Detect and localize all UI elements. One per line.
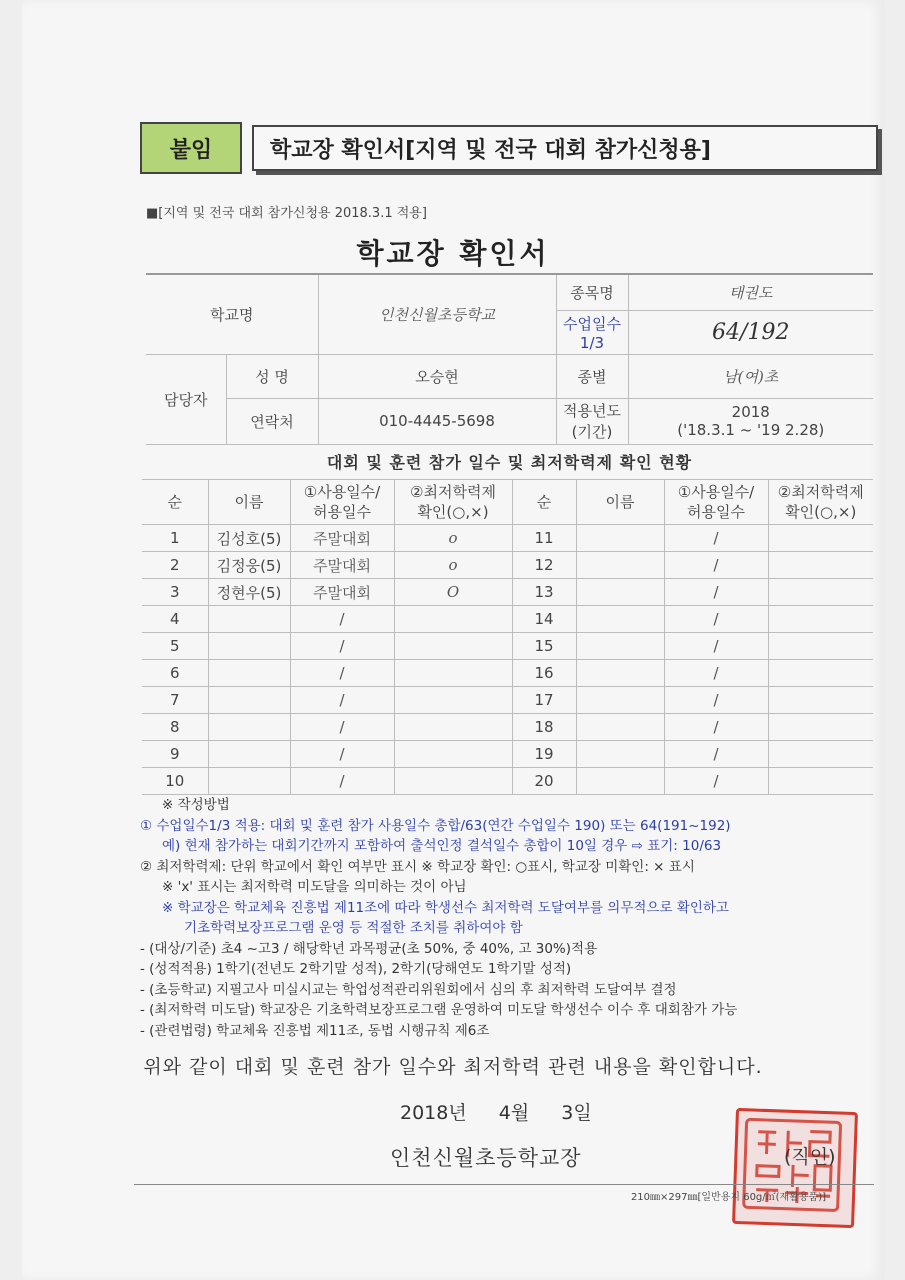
col-days: ①사용일수/ 허용일수 <box>664 480 768 525</box>
used-days: / <box>664 552 768 579</box>
student-name <box>208 660 290 687</box>
instruction-line: 기초학력보장프로그램 운영 등 적절한 조치를 취하여야 함 <box>184 920 523 936</box>
school-days-value: 64/192 <box>628 310 873 354</box>
used-days: / <box>290 660 394 687</box>
used-days: / <box>664 579 768 606</box>
footer-rule <box>134 1184 874 1185</box>
used-days: / <box>290 687 394 714</box>
student-name <box>576 633 664 660</box>
date-day: 3일 <box>561 1102 592 1124</box>
min-score-check <box>768 768 873 795</box>
row-number: 16 <box>512 660 576 687</box>
gender-label: 종별 <box>556 354 628 398</box>
student-name <box>576 579 664 606</box>
student-name: 정현우(5) <box>208 579 290 606</box>
instructions-heading: ※ 작성방법 <box>162 797 230 813</box>
used-days: / <box>664 525 768 552</box>
sport-value: 태권도 <box>628 274 873 310</box>
manager-name: 오승현 <box>318 354 556 398</box>
row-number: 18 <box>512 714 576 741</box>
student-name <box>576 714 664 741</box>
min-score-check <box>768 714 873 741</box>
document-title: 학교장 확인서 <box>356 237 550 270</box>
student-name <box>208 768 290 795</box>
min-score-check <box>394 660 512 687</box>
row-number: 1 <box>142 525 208 552</box>
student-name <box>576 606 664 633</box>
used-days: / <box>664 606 768 633</box>
min-score-check <box>394 606 512 633</box>
instruction-line: 예) 현재 참가하는 대회기간까지 포함하여 출석인정 결석일수 총합이 10일 경우 ⇨ 표기: 10/63 <box>162 838 722 854</box>
row-number: 7 <box>142 687 208 714</box>
col-check: ②최저학력제 확인(○,×) <box>768 480 873 525</box>
row-number: 13 <box>512 579 576 606</box>
name-label: 성 명 <box>226 354 318 398</box>
row-number: 2 <box>142 552 208 579</box>
row-number: 11 <box>512 525 576 552</box>
col-no: 순 <box>142 480 208 525</box>
instruction-line: ② 최저학력제: 단위 학교에서 확인 여부만 표시 ※ 학교장 확인: ○표시, 학교장 미확인: × 표시 <box>140 858 695 875</box>
used-days: 주말대회 <box>290 579 394 606</box>
confirm-text: 위와 같이 대회 및 훈련 참가 일수와 최저학력 관련 내용을 확인합니다. <box>143 1056 763 1078</box>
used-days: / <box>290 714 394 741</box>
instruction-line: ※ 학교장은 학교체육 진흥법 제11조에 따라 학생선수 최저학력 도달여부를 의무적으로 확인하고 <box>162 899 729 916</box>
used-days: / <box>664 714 768 741</box>
student-name <box>208 687 290 714</box>
student-name <box>208 606 290 633</box>
date-year: 2018년 <box>400 1102 467 1124</box>
row-number: 12 <box>512 552 576 579</box>
student-name <box>576 525 664 552</box>
min-score-check <box>768 552 873 579</box>
table-row <box>142 552 873 579</box>
roster-header-row <box>142 480 873 525</box>
student-name <box>208 714 290 741</box>
footer-note: 210㎜×297㎜[일반용지 60g/㎡(재활용품)] <box>630 1192 826 1203</box>
col-no: 순 <box>512 480 576 525</box>
min-score-check <box>394 687 512 714</box>
row-number: 10 <box>142 768 208 795</box>
table-row <box>142 525 873 552</box>
col-name: 이름 <box>208 480 290 525</box>
min-score-check <box>768 633 873 660</box>
instruction-line: ※ 'x' 표시는 최저학력 미도달을 의미하는 것이 아님 <box>162 879 467 895</box>
col-days: ①사용일수/ 허용일수 <box>290 480 394 525</box>
instruction-line: - (성적적용) 1학기(전년도 2학기말 성적), 2학기(당해연도 1학기말 성적) <box>140 961 572 977</box>
roster-table <box>142 479 873 795</box>
min-score-check: O <box>394 579 512 606</box>
year-value: 2018 ('18.3.1 ~ '19 2.28) <box>628 398 873 444</box>
table-row <box>142 687 873 714</box>
used-days: / <box>290 633 394 660</box>
instructions <box>140 795 900 1041</box>
school-name: 인천신월초등학교 <box>318 274 556 354</box>
row-number: 6 <box>142 660 208 687</box>
row-number: 4 <box>142 606 208 633</box>
attachment-title: 학교장 확인서[지역 및 전국 대회 참가신청용] <box>252 125 878 171</box>
table-row <box>142 660 873 687</box>
min-score-check: o <box>394 525 512 552</box>
min-score-check <box>768 687 873 714</box>
instruction-line: - (최저학력 미도달) 학교장은 기초학력보장프로그램 운영하여 미도달 학생선수 이수 후 대회참가 가능 <box>140 1002 738 1018</box>
table-row <box>142 714 873 741</box>
table-row <box>142 633 873 660</box>
contact-label: 연락처 <box>226 398 318 444</box>
used-days: / <box>664 768 768 795</box>
used-days: / <box>664 687 768 714</box>
min-score-check <box>394 714 512 741</box>
student-name: 김정웅(5) <box>208 552 290 579</box>
sport-label: 종목명 <box>556 274 628 310</box>
table-row <box>142 768 873 795</box>
instruction-line: - (초등학교) 지필고사 미실시교는 학업성적관리위원회에서 심의 후 최저학력 도달여부 결정 <box>140 981 677 998</box>
attachment-badge: 붙임 <box>140 122 242 174</box>
row-number: 9 <box>142 741 208 768</box>
row-number: 15 <box>512 633 576 660</box>
info-table <box>146 273 873 445</box>
row-number: 8 <box>142 714 208 741</box>
used-days: / <box>664 633 768 660</box>
instruction-line: ① 수업일수1/3 적용: 대회 및 훈련 참가 사용일수 총합/63(연간 수업일수 190) 또는 64(191~192) <box>140 817 731 834</box>
min-score-check <box>394 768 512 795</box>
row-number: 19 <box>512 741 576 768</box>
col-check: ②최저학력제 확인(○,×) <box>394 480 512 525</box>
document-page <box>22 0 884 1280</box>
table-row <box>142 606 873 633</box>
student-name <box>576 768 664 795</box>
manager-label: 담당자 <box>146 354 226 444</box>
min-score-check <box>768 741 873 768</box>
used-days: 주말대회 <box>290 552 394 579</box>
used-days: / <box>290 768 394 795</box>
school-label: 학교명 <box>146 274 318 354</box>
instruction-line: - (관련법령) 학교체육 진흥법 제11조, 동법 시행규칙 제6조 <box>140 1022 490 1039</box>
row-number: 20 <box>512 768 576 795</box>
min-score-check <box>394 633 512 660</box>
min-score-check <box>768 660 873 687</box>
used-days: / <box>290 741 394 768</box>
col-name: 이름 <box>576 480 664 525</box>
student-name <box>576 741 664 768</box>
min-score-check <box>768 606 873 633</box>
student-name <box>208 633 290 660</box>
student-name: 김성호(5) <box>208 525 290 552</box>
table-row <box>142 579 873 606</box>
used-days: / <box>664 660 768 687</box>
used-days: / <box>664 741 768 768</box>
min-score-check <box>768 579 873 606</box>
row-number: 17 <box>512 687 576 714</box>
min-score-check: o <box>394 552 512 579</box>
student-name <box>208 741 290 768</box>
date-month: 4월 <box>498 1102 530 1124</box>
gender-value: 남(여)초 <box>628 354 873 398</box>
contact-value: 010-4445-5698 <box>318 398 556 444</box>
principal-name: 인천신월초등학교장 <box>390 1146 582 1170</box>
date-line <box>400 1098 618 1125</box>
instruction-line: - (대상/기준) 초4 ~고3 / 해당학년 과목평균(초 50%, 중 40%, 고 30%)적용 <box>140 940 598 957</box>
table-row <box>142 741 873 768</box>
student-name <box>576 660 664 687</box>
used-days: 주말대회 <box>290 525 394 552</box>
school-days-label: 수업일수 1/3 <box>556 310 628 354</box>
min-score-check <box>768 525 873 552</box>
row-number: 5 <box>142 633 208 660</box>
year-label: 적용년도 (기간) <box>556 398 628 444</box>
row-number: 14 <box>512 606 576 633</box>
seal-label: (직인) <box>784 1146 836 1168</box>
student-name <box>576 552 664 579</box>
student-name <box>576 687 664 714</box>
form-note: ■[지역 및 전국 대회 참가신청용 2018.3.1 적용] <box>146 206 427 221</box>
min-score-check <box>394 741 512 768</box>
used-days: / <box>290 606 394 633</box>
row-number: 3 <box>142 579 208 606</box>
status-title: 대회 및 훈련 참가 일수 및 최저학력제 확인 현황 <box>146 443 873 480</box>
